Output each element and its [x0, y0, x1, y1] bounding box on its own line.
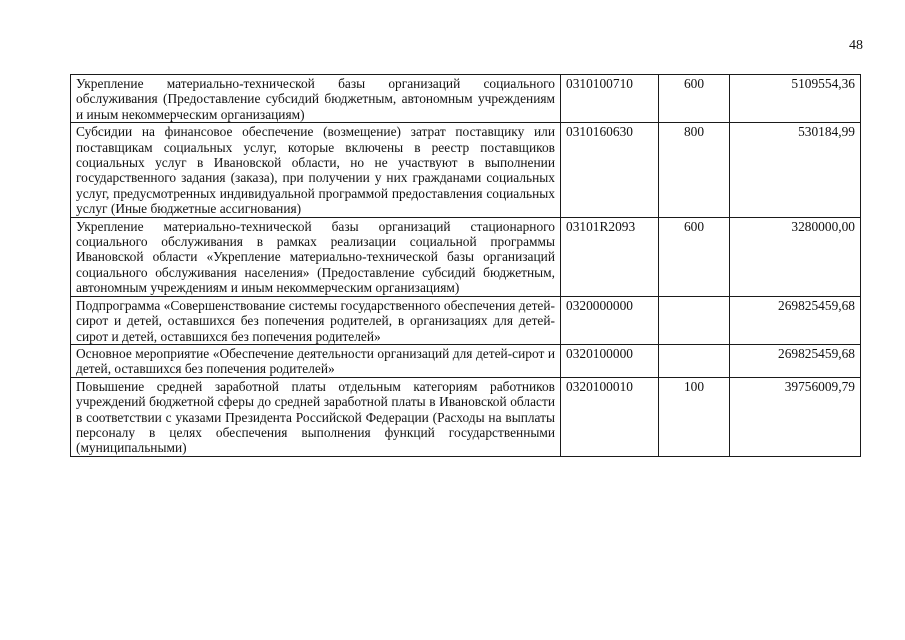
- row-name: Укрепление материально-технической базы организаций стационарного социального обслуживания в рамках реализации социальной программы Ивановской области «Укрепление материально-технической базы организаций социального обслуживания населения» (Предоставление субсидий бюджетным, автономным учреждениям и иным некоммерческим организациям): [71, 217, 561, 296]
- row-name: Подпрограмма «Совершенствование системы государственного обеспечения детей-сирот и детей, оставшихся без попечения родителей, в организациях для детей-сирот и детей, оставшихся без попечения родителей»: [71, 296, 561, 344]
- row-target-code: 0310100710: [561, 75, 659, 123]
- budget-table: [70, 74, 861, 457]
- row-name: Основное мероприятие «Обеспечение деятельности организаций для детей-сирот и детей, оставшихся без попечения родителей»: [71, 344, 561, 377]
- row-name: Укрепление материально-технической базы организаций социального обслуживания (Предоставление субсидий бюджетным, автономным учреждениям и иным некоммерческим организациям): [71, 75, 561, 123]
- row-expense-type: 100: [659, 377, 730, 456]
- row-target-code: 0320000000: [561, 296, 659, 344]
- row-target-code: 0310160630: [561, 123, 659, 217]
- row-sum: 269825459,68: [730, 296, 861, 344]
- row-expense-type: [659, 344, 730, 377]
- table-row: [71, 75, 861, 123]
- row-target-code: 0320100000: [561, 344, 659, 377]
- row-expense-type: 600: [659, 217, 730, 296]
- row-sum: 39756009,79: [730, 377, 861, 456]
- row-sum: 530184,99: [730, 123, 861, 217]
- page-number: 48: [849, 38, 863, 53]
- table-row: [71, 217, 861, 296]
- row-sum: 5109554,36: [730, 75, 861, 123]
- table-row: [71, 377, 861, 456]
- row-expense-type: 800: [659, 123, 730, 217]
- row-name: Повышение средней заработной платы отдельным категориям работников учреждений бюджетной сферы до средней заработной платы в Ивановской области в соответствии с указами Президента Российской Федерации (Расходы на выплаты персоналу в целях обеспечения выполнения функций государственными (муниципальными): [71, 377, 561, 456]
- row-sum: 269825459,68: [730, 344, 861, 377]
- row-sum: 3280000,00: [730, 217, 861, 296]
- row-expense-type: 600: [659, 75, 730, 123]
- row-target-code: 03101R2093: [561, 217, 659, 296]
- row-target-code: 0320100010: [561, 377, 659, 456]
- row-expense-type: [659, 296, 730, 344]
- row-name: Субсидии на финансовое обеспечение (возмещение) затрат поставщику или поставщикам социальных услуг, которые включены в реестр поставщиков социальных услуг в Ивановской области, но не участвуют в выполнении государственного задания (заказа), при получении у них гражданами социальных услуг, предусмотренных индивидуальной программой предоставления социальных услуг (Иные бюджетные ассигнования): [71, 123, 561, 217]
- table-row: [71, 296, 861, 344]
- table-row: [71, 123, 861, 217]
- table-row: [71, 344, 861, 377]
